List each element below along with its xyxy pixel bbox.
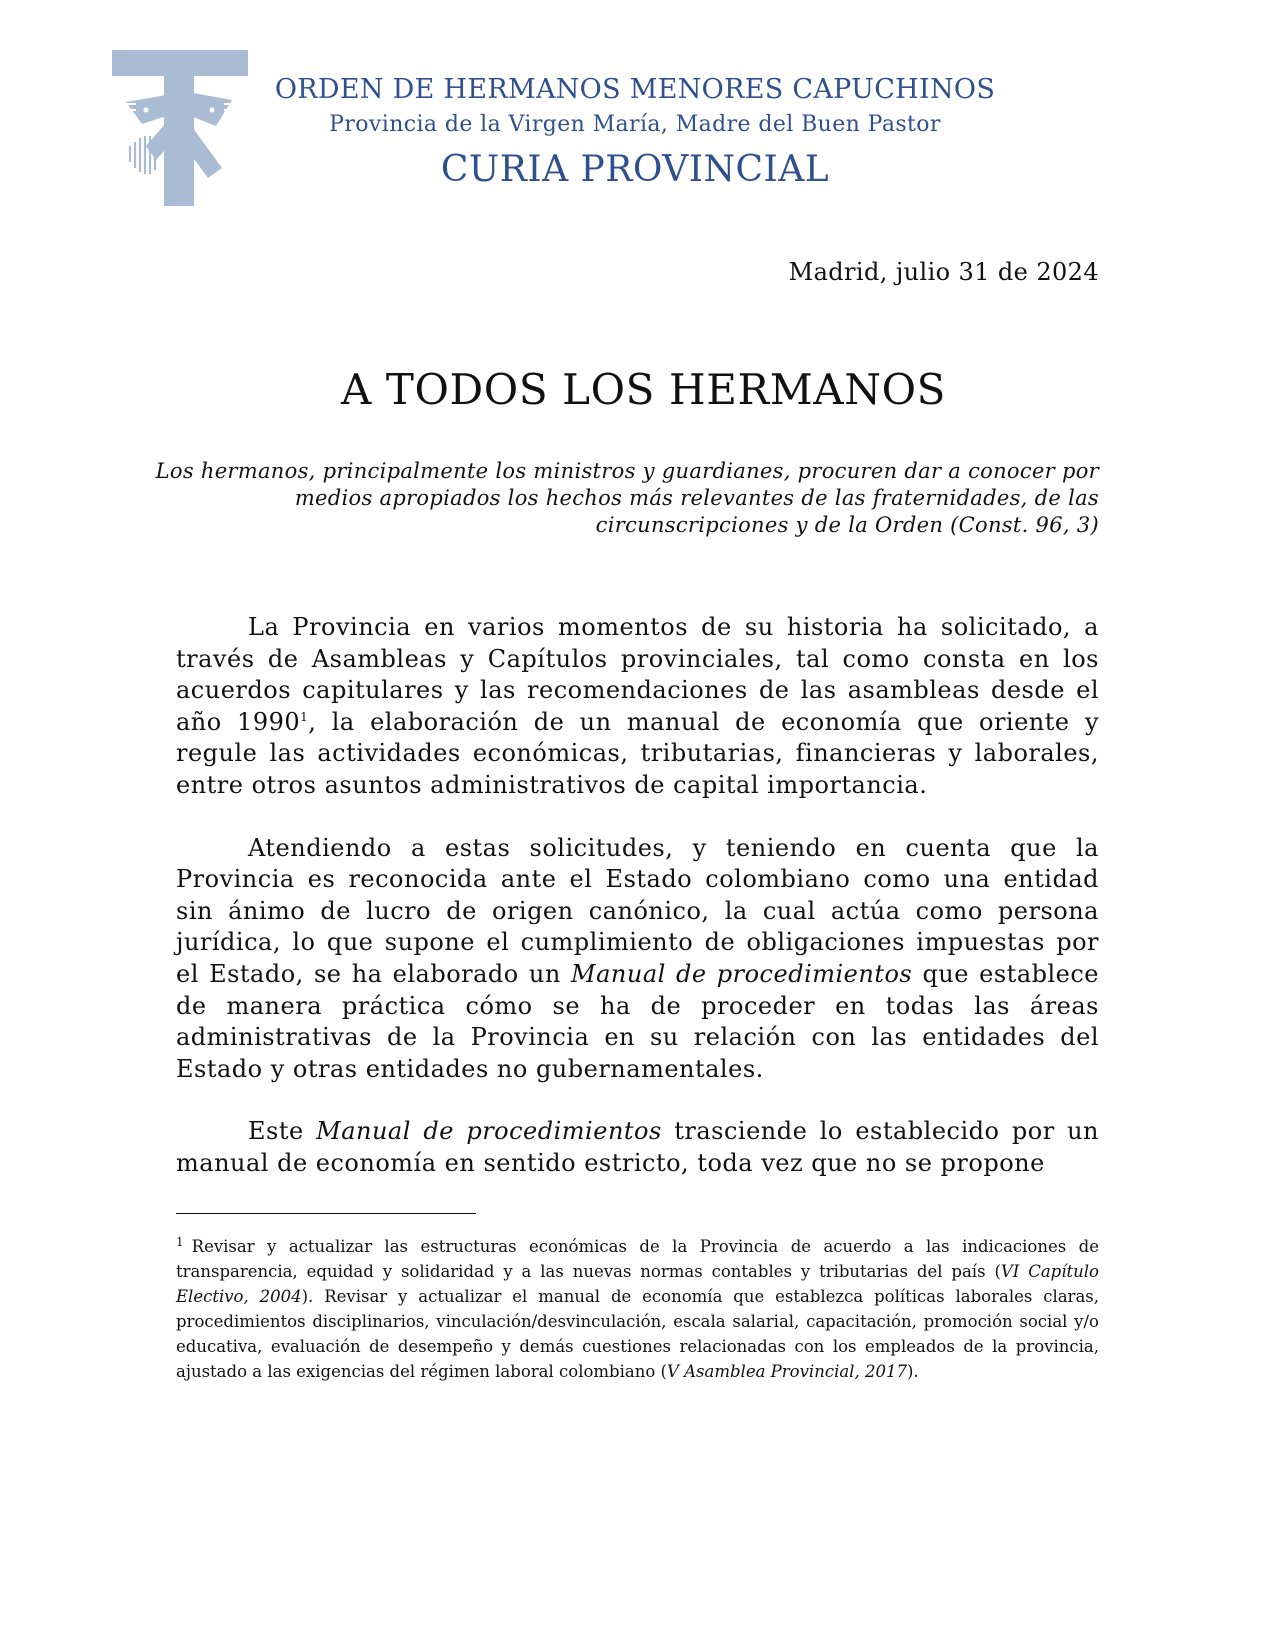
p2-text-a: Atendiendo a estas solicitudes, y teniendo en cuenta que la Provincia es reconocida ante el Estado colombiano como una entidad sin ánimo de lucro de origen canónico, la cual actúa como persona jurídica, lo que supone el cumplimiento de obligaciones impuestas por el Estado, se ha elaborado un [176,833,1099,988]
curia-title: CURIA PROVINCIAL [440,149,830,190]
footnote-italic-a: VI Capítulo Electivo, 2004 [176,1262,1099,1306]
footnote-text-b: ). Revisar y actualizar el manual de economía que establezca políticas laborales claras, procedimientos disciplinarios, vinculación/desvinculación, escala salarial, capacitación, promoción social y/o educativa, evaluación de desempeño y demás cuestiones relacionadas con los empleados de la provincia, ajustado a las exigencias del régimen laboral colombiano ( [176,1287,1099,1381]
date-line: Madrid, julio 31 de 2024 [788,258,1099,286]
footnote [176,1234,1099,1384]
footnote-reference: 1 [300,709,309,724]
footnote-divider [176,1213,476,1214]
letter-body [176,612,1099,1180]
letterhead [260,72,1010,196]
p1-text-b: , la elaboración de un manual de economía que oriente y regule las actividades económicas, tributarias, financieras y laborales, entre otros asuntos administrativos de capital importancia. [176,707,1100,799]
province-name: Provincia de la Virgen María, Madre del Buen Pastor [329,112,941,137]
body-paragraph-2 [176,833,1099,1086]
page-title: A TODOS LOS HERMANOS [340,365,946,414]
p2-text-b: que establece de manera práctica cómo se ha de proceder en todas las áreas administrativas de la Provincia en su relación con las entidades del Estado y otras entidades no gubernamentales. [176,959,1100,1083]
footnote-italic-b: V Asamblea Provincial, 2017 [666,1362,907,1381]
p3-text-a: Este [248,1117,317,1146]
footnote-number: 1 [176,1234,184,1249]
p3-text-b: trasciende lo establecido por un manual de economía en sentido estricto, toda vez que no se propone [176,1117,1100,1177]
epigraph-quote: Los hermanos, principalmente los ministros y guardianes, procuren dar a conocer por medios apropiados los hechos más relevantes de las fraternidades, de las circunscripciones y de la Orden (Const. 96, 3) [155,459,1099,537]
p3-manual-title: Manual de procedimientos [316,1117,662,1146]
capuchin-tau-logo-icon [112,50,248,206]
body-paragraph-3 [176,1116,1099,1179]
order-name: ORDEN DE HERMANOS MENORES CAPUCHINOS [274,74,996,105]
p1-text-a: La Provincia en varios momentos de su historia ha solicitado, a través de Asambleas y Capítulos provinciales, tal como consta en los acuerdos capitulares y las recomendaciones de las asambleas desde el año 1990 [176,613,1099,736]
p2-manual-title: Manual de procedimientos [571,959,913,988]
body-paragraph-1 [176,612,1099,802]
footnote-text-c: ). [906,1362,919,1381]
footnote-text-a: Revisar y actualizar las estructuras económicas de la Provincia de acuerdo a las indicaciones de transparencia, equidad y solidaridad y a las nuevas normas contables y tributarias del país ( [176,1237,1099,1281]
